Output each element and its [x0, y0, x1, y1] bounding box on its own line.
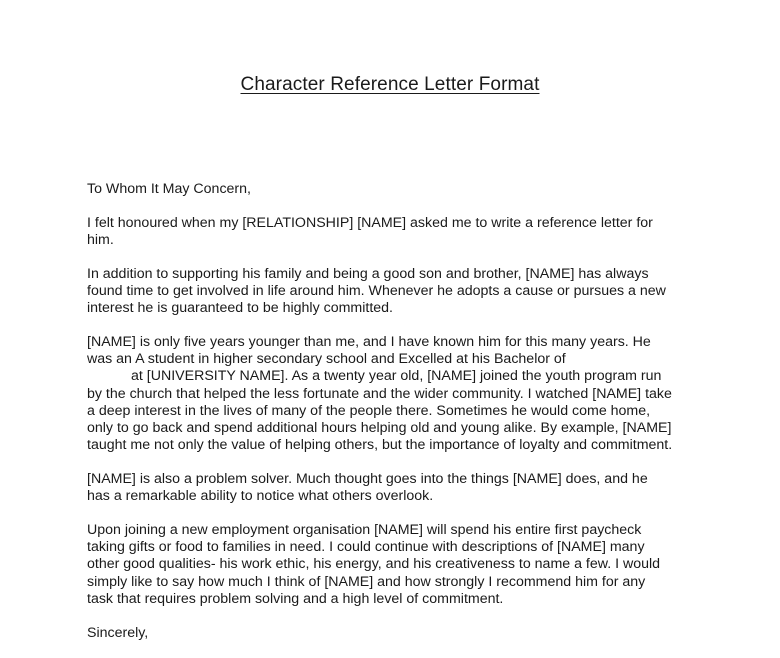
salutation-line: To Whom It May Concern,: [87, 181, 251, 197]
letter-paragraphs: [87, 215, 707, 608]
paragraph-line: interest he is guaranteed to be highly committed.: [87, 300, 393, 317]
paragraph-line: taught me not only the value of helping others, but the importance of loyalty and commitment.: [87, 437, 673, 454]
paragraph: [87, 334, 707, 454]
paragraph-line: In addition to supporting his family and being a good son and brother, [NAME] has always: [87, 265, 649, 282]
paragraph-line: a deep interest in the lives of many of the people there. Sometimes he would come home,: [87, 402, 651, 419]
paragraph-line: [NAME] is also a problem solver. Much thought goes into the things [NAME] does, and he: [87, 471, 648, 488]
closing-line: Sincerely,: [87, 624, 149, 641]
paragraph: [87, 471, 707, 505]
paragraph: [87, 522, 707, 608]
paragraph-line: [NAME] is only five years younger than me, and I have known him for this many years. He: [87, 334, 651, 350]
paragraph-line: only to go back and spend additional hours helping old and young alike. By example, [NAME]: [87, 420, 672, 437]
paragraph-line: him.: [87, 232, 114, 248]
paragraph-line: found time to get involved in life around him. Whenever he adopts a cause or pursues a new: [87, 283, 666, 299]
paragraph-line: taking gifts or food to families in need. I could continue with descriptions of [NAME] many: [87, 539, 645, 556]
paragraph: [87, 266, 707, 318]
paragraph-line: at [UNIVERSITY NAME]. As a twenty year old, [NAME] joined the youth program run: [131, 368, 662, 385]
salutation: [87, 181, 707, 198]
paragraph-line: other good qualities- his work ethic, his energy, and his creativeness to name a few. I would: [87, 556, 661, 573]
paragraph-line: by the church that helped the less fortunate and the wider community. I watched [NAME] take: [87, 385, 672, 402]
paragraph-line: was an A student in higher secondary school and Excelled at his Bachelor of: [87, 351, 566, 368]
paragraph-line: simply like to say how much I think of [NAME] and how strongly I recommend him for any: [87, 573, 646, 590]
paragraph-line: task that requires problem solving and a high level of commitment.: [87, 590, 504, 607]
closing: [87, 625, 707, 642]
document-title: Character Reference Letter Format: [240, 74, 540, 95]
paragraph-line: I felt honoured when my [RELATIONSHIP] [NAME] asked me to write a reference letter for: [87, 214, 653, 231]
paragraph-line: Upon joining a new employment organisation [NAME] will spend his entire first paycheck: [87, 522, 642, 539]
paragraph: [87, 215, 707, 249]
letter-body: [87, 181, 707, 658]
paragraph-line: has a remarkable ability to notice what others overlook.: [87, 488, 434, 505]
